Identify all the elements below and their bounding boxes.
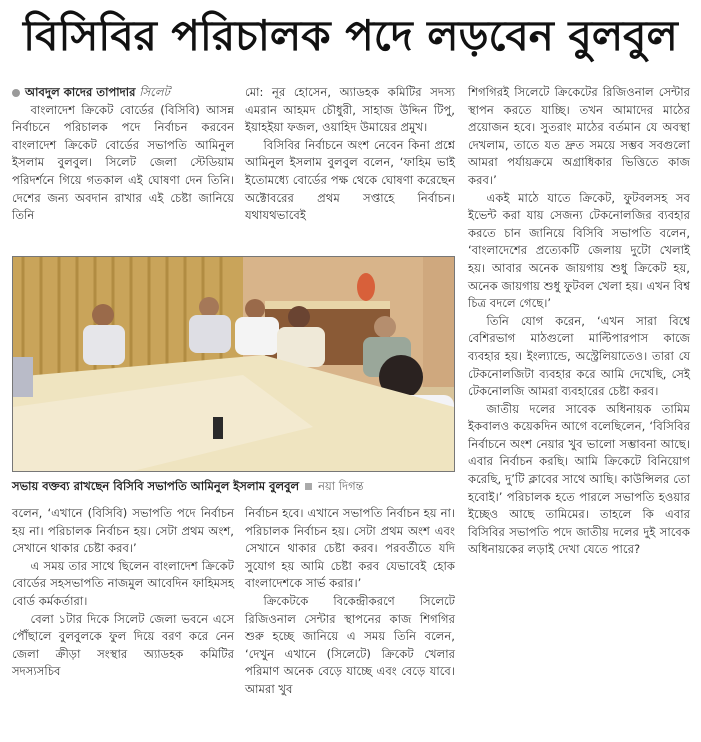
photo-credit: নয়া দিগন্ত <box>318 479 364 493</box>
photo-caption <box>12 478 453 494</box>
column-1-top <box>12 84 234 225</box>
paragraph: ক্রিকেটকে বিকেন্দ্রীকরণে সিলেটে রিজিওনাল সেন্টার স্থাপনের কাজ শিগগির শুরু হচ্ছে জানিয়ে এ সময় তিনি বলেন, ‘দেখুন এখানে (সিলেটে) ক্রিকেট খেলার পরিমাণ অনেক বেড়ে যাচ্ছে এবং বেড়ে যাবে। আমরা খুব <box>245 593 455 696</box>
column-2-top <box>245 84 455 225</box>
headline: বিসিবির পরিচালক পদে লড়বেন বুলবুল <box>23 11 678 60</box>
column-3 <box>468 84 690 559</box>
byline-author: আবদুল কাদের তাপাদার <box>25 85 136 99</box>
meeting-photo-illustration <box>13 257 454 471</box>
paragraph: বাংলাদেশ ক্রিকেট বোর্ডের (বিসিবি) আসন্ন নির্বাচনে পরিচালক পদে নির্বাচন করবেন বাংলাদেশ ক্রিকেট বোর্ডের সভাপতি আমিনুল ইসলাম বুলবুল। সিলেট জেলা স্টেডিয়াম পরিদর্শনে গিয়ে গতকাল এই ঘোষণা দেন তিনি। দেশের জন্য অবদান রাখার এই চেষ্টা জানিয়ে তিনি <box>12 102 234 223</box>
decor-mask <box>357 273 375 301</box>
column-2-bottom <box>245 505 455 699</box>
meeting-photo <box>12 256 455 472</box>
column-1-bottom <box>12 505 234 681</box>
paragraph: নির্বাচন হবে। এখানে সভাপতি নির্বাচন হয় না। পরিচালক নির্বাচন হয়। সেটা প্রথম অংশ এবং সেখানে থাকার চেষ্টা করব। পরবর্তীতে যদি সুযোগ হয় আমি চেষ্টা করব যেভাবেই হোক বাংলাদেশকে সার্ভ করার।’ <box>245 506 455 591</box>
paragraph: বলেন, ‘এখানে (বিসিবি) সভাপতি পদে নির্বাচন হয় না। পরিচালক নির্বাচন হয়। সেটা প্রথম অংশ, সেখানে থাকার চেষ্টা করব।’ <box>12 506 234 556</box>
paragraph: মো: নূর হোসেন, অ্যাডহক কমিটির সদস্য এমরান আহমদ চৌধুরী, সাহাজ উদ্দিন টিপু, ইয়াহইয়া ফজল, ওয়াহিদ উমায়ের প্রমুখ। <box>245 85 455 135</box>
paragraph: জাতীয় দলের সাবেক অধিনায়ক তামিম ইকবালও কয়েকদিন আগে বলেছিলেন, ‘বিসিবির নির্বাচনে অংশ নেয়ার খুব ভালো সম্ভাবনা আছে। এবার নির্বাচন করছি। আমি ক্রিকেটে বিনিয়োগ করেছি, দু’টি ক্লাবের সাথে আছি। কাউন্সিলর তো হবোই।’ পরিচালক হতে পারলে সভাপতি হওয়ার ইচ্ছেও আছে তামিমের। তাহলে কি এবার বিসিবির সভাপতি পদে জাতীয় দলের দুই সাবেক অধিনায়কের লড়াই দেখা যেতে পারে? <box>468 401 690 557</box>
paragraph: বেলা ১টার দিকে সিলেট জেলা ভবনে এসে পৌঁছালে বুলবুলকে ফুল দিয়ে বরণ করে নেন জেলা ক্রীড়া সংস্থার অ্যাডহক কমিটির সদস্যসচিব <box>12 611 234 679</box>
byline-place: সিলেট <box>139 85 170 99</box>
byline <box>12 84 234 102</box>
bottle <box>213 417 223 439</box>
square-separator-icon <box>305 483 312 490</box>
paragraph: শিগগিরই সিলেটে ক্রিকেটের রিজিওনাল সেন্টার স্থাপন করতে যাচ্ছি। তখন আমাদের মাঠের প্রয়োজন হবে। সুতরাং মাঠের বর্তমান যে অবস্থা দেখলাম, তাতে যত দ্রুত সময়ে সম্ভব সবগুলো আমরা পর্যায়ক্রমে অগ্রাধিকার ভিত্তিতে কাজ করব।’ <box>468 85 690 187</box>
bullet-icon <box>12 89 20 97</box>
caption-text: সভায় বক্তব্য রাখছেন বিসিবি সভাপতি আমিনুল ইসলাম বুলবুল <box>12 479 300 493</box>
paragraph: তিনি যোগ করেন, ‘এখন সারা বিশ্বে বেশিরভাগ মাঠগুলো মাল্টিপারপাস কাজে ব্যবহার হয়। ইংল্যান্ডে, অস্ট্রেলিয়াতেও। তারা যে টেকনোলজিটা ব্যবহার করে আমি দেখেছি, সেই টেকনোলজি আমরা ব্যবহারের চেষ্টা করব। <box>468 313 690 399</box>
paragraph: একই মাঠে যাতে ক্রিকেট, ফুটবলসহ সব ইভেন্ট করা যায় সেজন্য টেকনোলজির ব্যবহার করতে চান জানিয়ে বিসিবি সভাপতি বলেন, ‘বাংলাদেশের প্রত্যেকটি জেলায় দুটো খেলাই হয়। আবার অনেক জায়গায় শুধু ক্রিকেট হয়, অনেক জায়গায় শুধু ফুটবল খেলা হয়। এখন বিশ্ব চিত্র বদলে গেছে।’ <box>468 190 690 311</box>
paragraph: বিসিবির নির্বাচনে অংশ নেবেন কিনা প্রশ্নে আমিনুল ইসলাম বুলবুল বলেন, ‘ফাহিম ভাই ইতোমধ্যে বোর্ডের পক্ষ থেকে ঘোষণা করেছেন অক্টোবরের প্রথম সপ্তাহে নির্বাচন। যথাযথভাবেই <box>245 137 455 223</box>
paragraph: এ সময় তার সাথে ছিলেন বাংলাদেশ ক্রিকেট বোর্ডের সহসভাপতি নাজমুল আবেদিন ফাহিমসহ বোর্ড কর্মকর্তারা। <box>12 558 234 608</box>
